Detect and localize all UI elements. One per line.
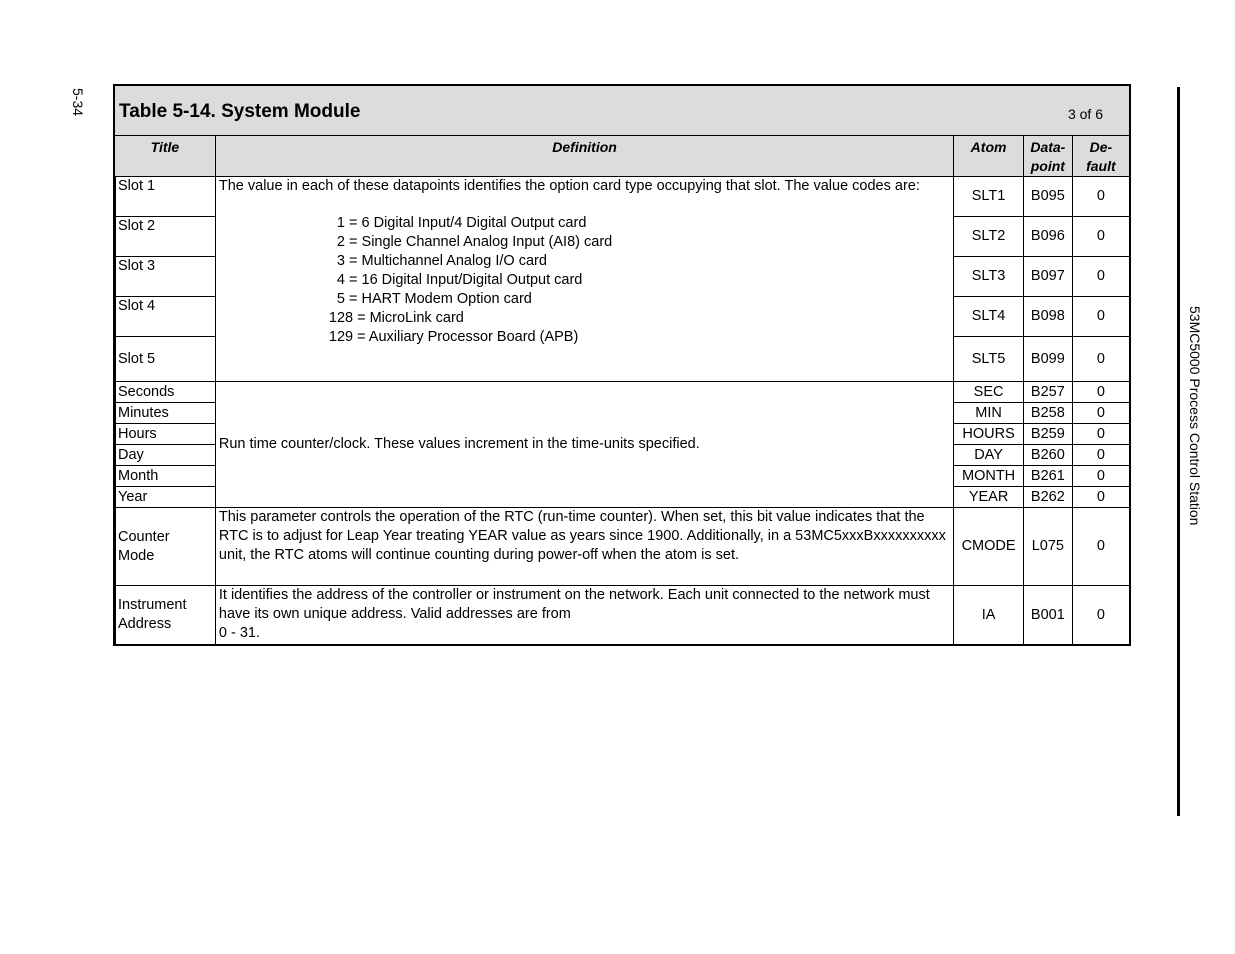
row-default: 0 [1072, 487, 1129, 508]
row-datapoint: L075 [1023, 508, 1072, 586]
row-default: 0 [1072, 177, 1129, 217]
table-row [115, 508, 1130, 586]
table-caption-row [115, 86, 1130, 136]
row-title: Slot 5 [115, 337, 216, 382]
table-row [115, 382, 1130, 403]
header-atom: Atom [954, 136, 1024, 177]
row-atom: SLT3 [954, 257, 1024, 297]
row-datapoint: B257 [1023, 382, 1072, 403]
code-item: 2 = Single Channel Analog Input (AI8) card [328, 234, 613, 250]
row-default: 0 [1072, 424, 1129, 445]
code-item: 4 = 16 Digital Input/Digital Output card [328, 272, 583, 288]
row-datapoint: B099 [1023, 337, 1072, 382]
row-default: 0 [1072, 445, 1129, 466]
row-title: Slot 3 [115, 257, 216, 297]
side-rule [1177, 87, 1180, 816]
row-atom: MIN [954, 403, 1024, 424]
row-title: Instrument Address [115, 586, 216, 645]
row-default: 0 [1072, 257, 1129, 297]
row-datapoint: B261 [1023, 466, 1072, 487]
row-datapoint: B096 [1023, 217, 1072, 257]
row-title: Counter Mode [115, 508, 216, 586]
row-default: 0 [1072, 382, 1129, 403]
row-datapoint: B097 [1023, 257, 1072, 297]
runtime-definition: Run time counter/clock. These values increment in the time-units specified. [215, 382, 953, 508]
header-title: Title [115, 136, 216, 177]
row-default: 0 [1072, 337, 1129, 382]
row-title: Minutes [115, 403, 216, 424]
row-atom: SLT2 [954, 217, 1024, 257]
code-item: 3 = Multichannel Analog I/O card [328, 253, 547, 269]
header-default: De- fault [1072, 136, 1129, 177]
header-definition: Definition [215, 136, 953, 177]
slot-definition [215, 177, 953, 382]
row-atom: DAY [954, 445, 1024, 466]
row-atom: SLT5 [954, 337, 1024, 382]
system-module-table [113, 84, 1131, 646]
table-header-row [115, 136, 1130, 177]
row-default: 0 [1072, 586, 1129, 645]
row-datapoint: B259 [1023, 424, 1072, 445]
row-datapoint: B098 [1023, 297, 1072, 337]
row-atom: CMODE [954, 508, 1024, 586]
row-title: Month [115, 466, 216, 487]
row-title: Slot 4 [115, 297, 216, 337]
header-datapoint: Data- point [1023, 136, 1072, 177]
code-item: 1 = 6 Digital Input/4 Digital Output card [328, 215, 587, 231]
instrument-address-definition: It identifies the address of the controller or instrument on the network. Each unit connected to the network must have its own unique address. Valid addresses are from 0 - 31. [215, 586, 953, 645]
row-title: Slot 1 [115, 177, 216, 217]
row-datapoint: B095 [1023, 177, 1072, 217]
row-atom: SLT1 [954, 177, 1024, 217]
code-item: 128 = MicroLink card [328, 310, 464, 326]
page-indicator: 3 of 6 [1067, 106, 1103, 122]
row-title: Year [115, 487, 216, 508]
row-title: Hours [115, 424, 216, 445]
row-atom: MONTH [954, 466, 1024, 487]
slot-definition-intro: The value in each of these datapoints identifies the option card type occupying that slot. The value codes are: [218, 178, 920, 194]
table-row [115, 177, 1130, 217]
row-atom: SEC [954, 382, 1024, 403]
row-default: 0 [1072, 466, 1129, 487]
row-title: Slot 2 [115, 217, 216, 257]
row-datapoint: B258 [1023, 403, 1072, 424]
row-atom: YEAR [954, 487, 1024, 508]
row-datapoint: B260 [1023, 445, 1072, 466]
row-title: Seconds [115, 382, 216, 403]
row-datapoint: B262 [1023, 487, 1072, 508]
table-title: Table 5-14. System Module [119, 101, 361, 122]
row-atom: HOURS [954, 424, 1024, 445]
row-datapoint: B001 [1023, 586, 1072, 645]
row-default: 0 [1072, 508, 1129, 586]
code-item: 5 = HART Modem Option card [328, 291, 532, 307]
row-atom: IA [954, 586, 1024, 645]
row-default: 0 [1072, 217, 1129, 257]
row-default: 0 [1072, 297, 1129, 337]
code-item: 129 = Auxiliary Processor Board (APB) [328, 329, 579, 345]
slot-codes [219, 214, 950, 347]
row-default: 0 [1072, 403, 1129, 424]
row-title: Day [115, 445, 216, 466]
side-title: 53MC5000 Process Control Station [1187, 306, 1203, 526]
counter-mode-definition: This parameter controls the operation of the RTC (run-time counter). When set, this bit value indicates that the RTC is to adjust for Leap Year treating YEAR value as years since 1900. Additionally, in a 53MC5xxxBxxxxxxxxxx unit, the RTC atoms will continue counting during power-off when the atom is set. [215, 508, 953, 586]
row-atom: SLT4 [954, 297, 1024, 337]
table-row [115, 586, 1130, 645]
page-number: 5-34 [70, 88, 86, 117]
